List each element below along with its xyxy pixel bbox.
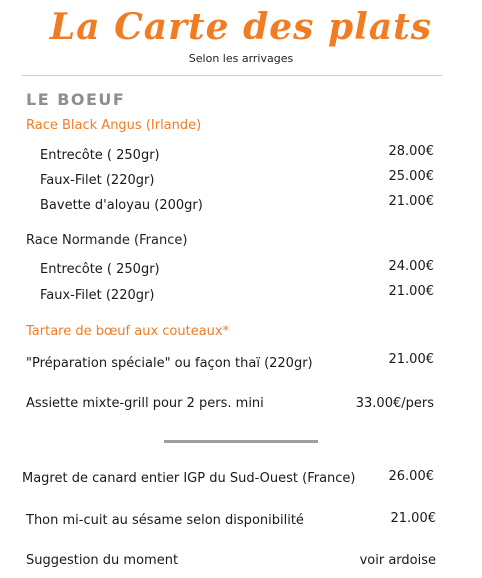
menu-item-price: 33.00€/pers	[355, 396, 434, 411]
menu-item-name: Assiette mixte-grill pour 2 pers. mini	[26, 396, 264, 411]
menu-item-price: 21.00€	[388, 352, 434, 367]
group-heading-normande: Race Normande (France)	[26, 233, 188, 248]
menu-item-name: Entrecôte ( 250gr)	[40, 262, 160, 277]
menu-item-name: "Préparation spéciale" ou façon thaï (220gr)	[26, 356, 313, 371]
section-divider	[164, 440, 318, 443]
group-heading-black-angus: Race Black Angus (Irlande)	[26, 118, 202, 133]
menu-item-name: Bavette d'aloyau (200gr)	[40, 198, 203, 213]
menu-item-price: 21.00€	[388, 284, 434, 299]
top-divider	[22, 75, 442, 76]
menu-item-price: 24.00€	[388, 259, 434, 274]
menu-item-price: 26.00€	[388, 469, 434, 484]
menu-item-name: Thon mi-cuit au sésame selon disponibilité	[26, 513, 304, 528]
menu-item-name: Faux-Filet (220gr)	[40, 288, 155, 303]
menu-item-name: Magret de canard entier IGP du Sud-Ouest (France)	[22, 471, 356, 486]
menu-item-name: Entrecôte ( 250gr)	[40, 148, 160, 163]
menu-item-price: 28.00€	[388, 144, 434, 159]
menu-item-price: 21.00€	[388, 194, 434, 209]
section-title-beef: LE BOEUF	[26, 90, 126, 109]
menu-item-price: voir ardoise	[359, 553, 436, 568]
menu-title: La Carte des plats	[49, 6, 433, 48]
menu-item-price: 21.00€	[390, 511, 436, 526]
group-heading-tartare: Tartare de bœuf aux couteaux*	[26, 324, 230, 339]
menu-item-name: Suggestion du moment	[26, 553, 179, 568]
menu-item-name: Faux-Filet (220gr)	[40, 173, 155, 188]
menu-item-price: 25.00€	[388, 169, 434, 184]
menu-subtitle: Selon les arrivages	[188, 52, 294, 65]
